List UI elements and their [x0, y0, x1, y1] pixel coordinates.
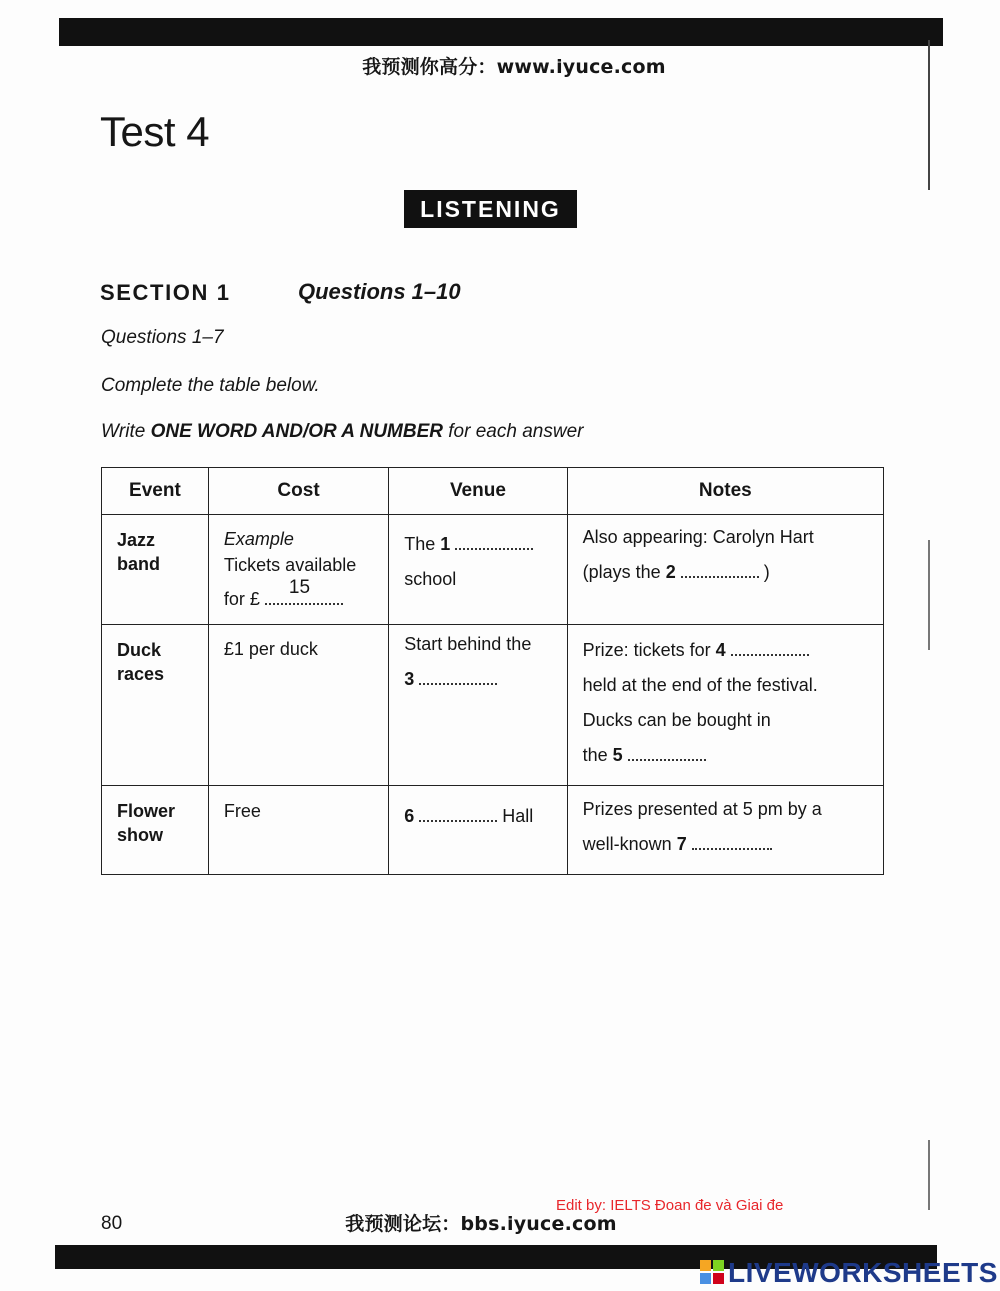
scan-edge-line	[928, 1140, 930, 1210]
cost-cell: Free	[208, 786, 388, 875]
example-label: Example	[223, 529, 294, 549]
cost-cell	[208, 515, 388, 625]
liveworksheets-logo-icon	[700, 1260, 724, 1284]
instruction-line-1: Complete the table below.	[101, 375, 320, 396]
notes-text: Ducks can be bought in	[582, 710, 771, 730]
venue-cell	[389, 786, 567, 875]
instruction-line-2: Write ONE WORD AND/OR A NUMBER for each answer	[101, 421, 584, 442]
cost-cell: £1 per duck	[208, 625, 388, 786]
answer-blank-4[interactable]	[731, 644, 809, 656]
venue-line: 6 Hall	[404, 806, 534, 826]
event-name: races	[117, 664, 165, 684]
event-name: show	[117, 825, 164, 845]
table-row	[102, 786, 884, 875]
event-name: Duck	[117, 640, 162, 660]
cost-line: for £ 15	[224, 586, 373, 612]
answer-blank-3[interactable]	[419, 673, 497, 685]
event-name: band	[117, 554, 160, 574]
header-cost: Cost	[208, 468, 388, 515]
answer-table	[101, 467, 884, 875]
venue-cell	[389, 515, 567, 625]
section-questions: Questions 1–10	[298, 279, 461, 304]
answer-blank-1[interactable]	[455, 538, 533, 550]
notes-text: Also appearing: Carolyn Hart	[582, 527, 814, 547]
edit-note: Edit by: IELTS Đoan đe và Giai đe	[556, 1197, 784, 1214]
notes-line: (plays the 2 )	[582, 562, 770, 582]
notes-line: well-known 7	[583, 827, 868, 862]
sub-questions-label: Questions 1–7	[101, 327, 224, 348]
event-name: Jazz	[117, 530, 156, 550]
notes-cell	[567, 625, 883, 786]
answer-blank-5[interactable]	[628, 749, 706, 761]
cost-text: Tickets available	[223, 555, 357, 575]
listening-banner: LISTENING	[404, 190, 577, 228]
answer-blank-7[interactable]	[692, 838, 772, 850]
event-cell	[102, 515, 209, 625]
top-black-bar	[59, 18, 943, 46]
page-title: Test 4	[100, 108, 210, 155]
venue-cell	[389, 625, 567, 786]
venue-text: Start behind the	[404, 634, 532, 654]
table-header-row	[102, 468, 884, 515]
venue-line: 3	[404, 662, 551, 697]
scan-edge-line	[928, 540, 930, 650]
table-row	[102, 515, 884, 625]
answer-blank-6[interactable]	[419, 810, 497, 822]
event-name: Flower	[117, 801, 176, 821]
footer-website: 我预测论坛：bbs.iyuce.com	[345, 1213, 617, 1235]
venue-line: The 1	[404, 527, 551, 562]
table-row	[102, 625, 884, 786]
notes-line: the 5	[583, 738, 868, 773]
event-cell	[102, 625, 209, 786]
notes-cell	[567, 515, 883, 625]
event-cell	[102, 786, 209, 875]
header-website: 我预测你高分：www.iyuce.com	[362, 56, 666, 78]
notes-text: Prizes presented at 5 pm by a	[582, 799, 822, 819]
header-event: Event	[102, 468, 209, 515]
notes-cell	[567, 786, 883, 875]
notes-line: Prize: tickets for 4	[583, 633, 868, 668]
page-number: 80	[101, 1213, 123, 1234]
venue-text: school	[404, 569, 457, 589]
watermark: LIVEWORKSHEETS	[728, 1257, 998, 1288]
notes-text: held at the end of the festival.	[582, 675, 818, 695]
example-answer: 15	[265, 589, 343, 605]
header-notes: Notes	[567, 468, 883, 515]
section-label: SECTION 1	[100, 280, 231, 305]
header-venue: Venue	[389, 468, 567, 515]
answer-blank-2[interactable]	[681, 566, 759, 578]
